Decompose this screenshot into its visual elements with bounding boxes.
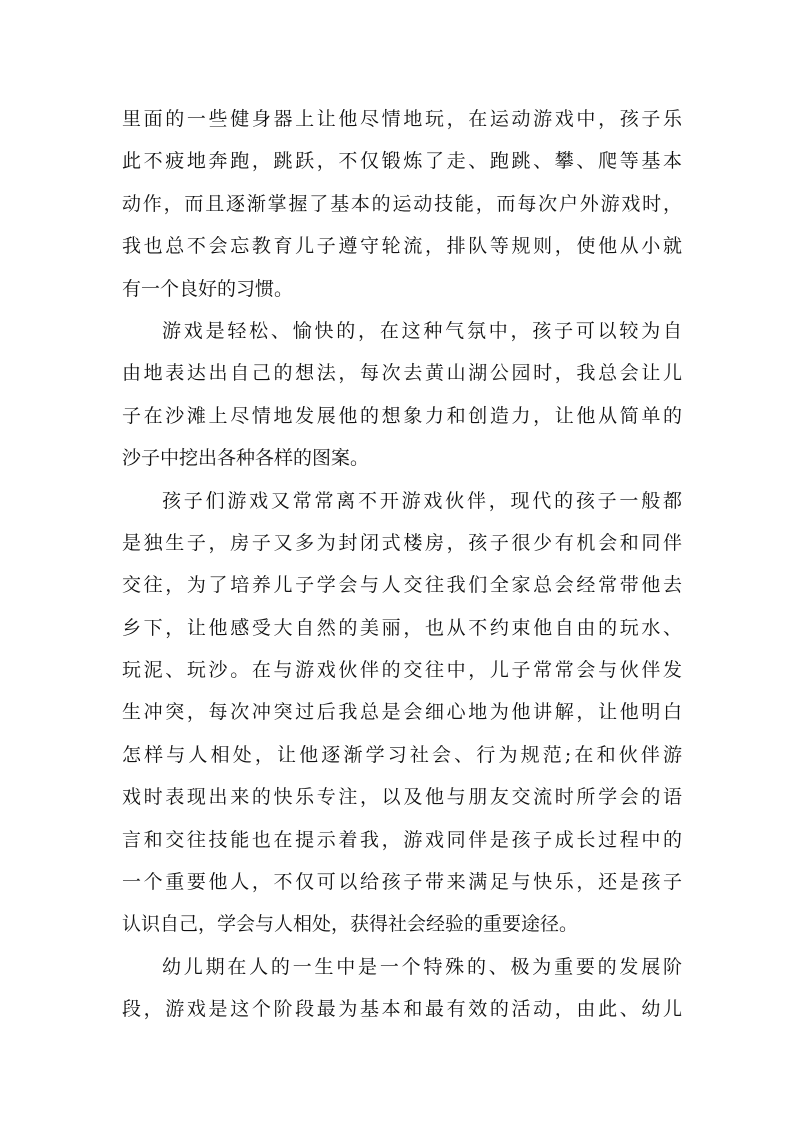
text-line: 有一个良好的习惯。 bbox=[122, 277, 294, 300]
text-line: 一个重要他人，不仅可以给孩子带来满足与快乐，还是孩子 bbox=[122, 871, 682, 894]
text-line: 交往，为了培养儿子学会与人交往我们全家总会经常带他去 bbox=[122, 574, 682, 597]
text-line: 沙子中挖出各种各样的图案。 bbox=[122, 447, 370, 470]
text-line: 戏时表现出来的快乐专注，以及他与朋友交流时所学会的语 bbox=[122, 786, 682, 809]
text-line: 生冲突，每次冲突过后我总是会细心地为他讲解，让他明白 bbox=[122, 701, 682, 724]
text-line: 怎样与人相处，让他逐渐学习社会、行为规范;在和伙伴游 bbox=[122, 743, 682, 766]
text-line: 子在沙滩上尽情地发展他的想象力和创造力，让他从简单的 bbox=[122, 404, 682, 427]
text-line: 是独生子，房子又多为封闭式楼房，孩子很少有机会和同伴 bbox=[122, 531, 682, 554]
text-line: 游戏是轻松、愉快的，在这种气氛中，孩子可以较为自 bbox=[162, 319, 682, 342]
text-line: 里面的一些健身器上让他尽情地玩，在运动游戏中，孩子乐 bbox=[122, 108, 682, 130]
text-line: 由地表达出自己的想法，每次去黄山湖公园时，我总会让儿 bbox=[122, 362, 682, 385]
body-text bbox=[122, 98, 682, 1031]
text-line: 动作，而且逐渐掌握了基本的运动技能，而每次户外游戏时， bbox=[122, 192, 682, 215]
text-line: 我也总不会忘教育儿子遵守轮流，排队等规则，使他从小就 bbox=[122, 235, 682, 258]
text-line: 乡下，让他感受大自然的美丽，也从不约束他自由的玩水、 bbox=[122, 616, 682, 639]
text-line: 孩子们游戏又常常离不开游戏伙伴，现代的孩子一般都 bbox=[162, 489, 682, 512]
text-line: 段，游戏是这个阶段最为基本和最有效的活动，由此、幼儿 bbox=[122, 998, 682, 1021]
text-line: 言和交往技能也在提示着我，游戏同伴是孩子成长过程中的 bbox=[122, 828, 682, 851]
text-line: 此不疲地奔跑，跳跃，不仅锻炼了走、跑跳、攀、爬等基本 bbox=[122, 150, 682, 173]
text-line: 认识自己，学会与人相处，获得社会经验的重要途径。 bbox=[122, 913, 579, 936]
text-line: 玩泥、玩沙。在与游戏伙伴的交往中，儿子常常会与伙伴发 bbox=[122, 659, 682, 682]
text-line: 幼儿期在人的一生中是一个特殊的、极为重要的发展阶 bbox=[162, 955, 682, 978]
